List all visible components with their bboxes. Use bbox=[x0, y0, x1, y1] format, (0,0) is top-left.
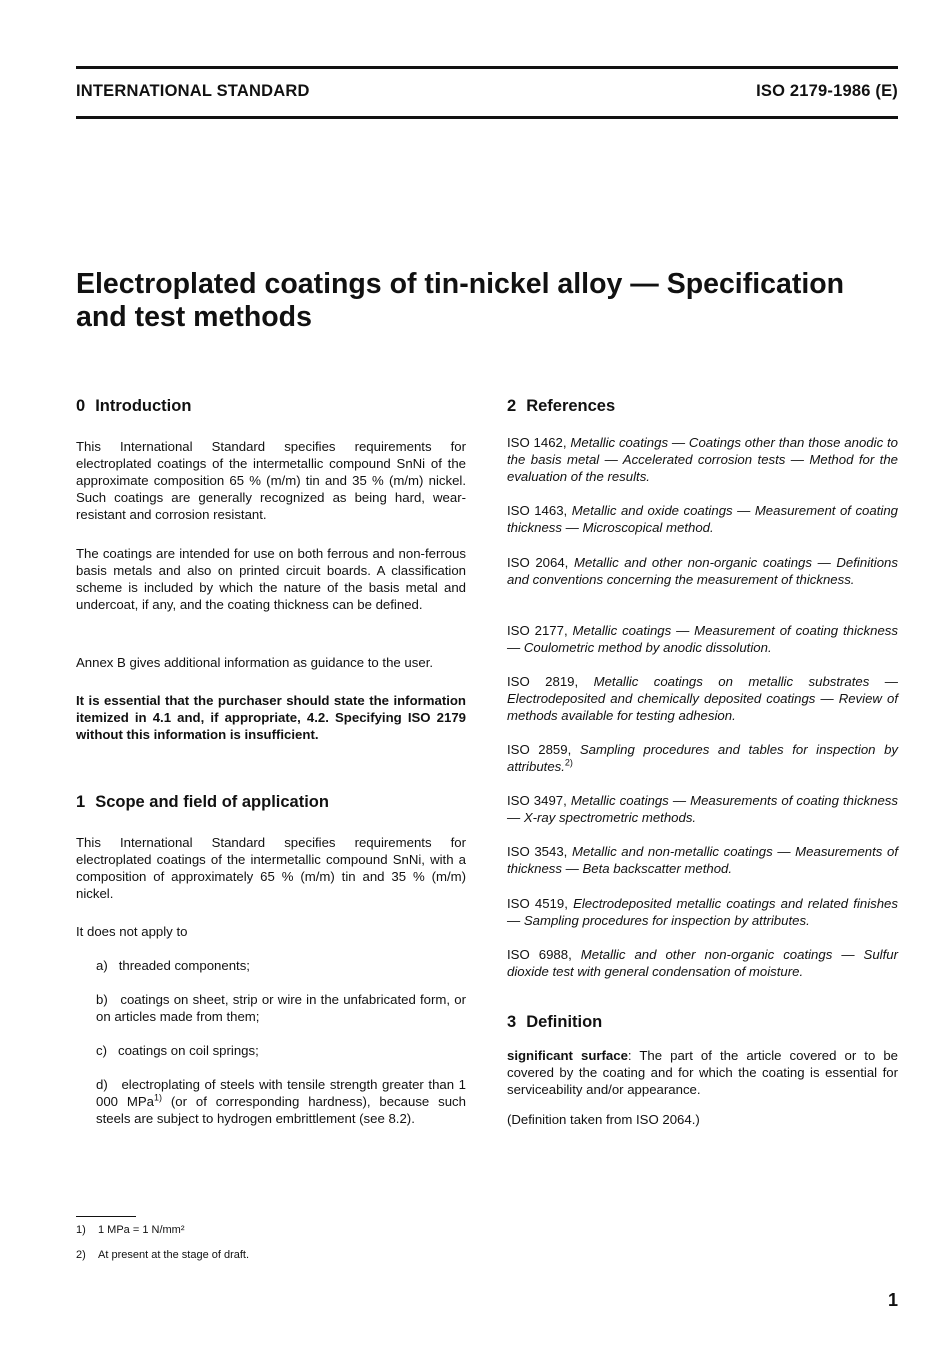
scope-list-item-a: a) threaded components; bbox=[96, 958, 250, 973]
footnote-ref-1: 1) bbox=[154, 1092, 163, 1103]
definition-paragraph: significant surface: The part of the article covered or to be covered by the coating and for which the coating is essential for serviceability and/or appearance. bbox=[507, 1048, 898, 1097]
reference-item: ISO 2819, Metallic coatings on metallic substrates — Electrodeposited and chemically deposited coatings — Review of methods available for testing adhesion. bbox=[507, 674, 898, 723]
intro-paragraph-1: This International Standard specifies requirements for electroplated coatings of the intermetallic compound SnNi of the approximate composition 65 % (m/m) tin and 35 % (m/m) nickel. Such coatings are generally recognized as being hard, wear-resistant and corrosion resistant. bbox=[76, 439, 466, 522]
footnote-ref-2: 2) bbox=[564, 757, 573, 768]
reference-item: ISO 1463, Metallic and oxide coatings — Measurement of coating thickness — Microscopical method. bbox=[507, 503, 898, 535]
header-standard-label: INTERNATIONAL STANDARD bbox=[76, 82, 310, 100]
definition-source: (Definition taken from ISO 2064.) bbox=[507, 1112, 700, 1127]
definition-term: significant surface bbox=[507, 1048, 628, 1063]
title-line-2: and test methods bbox=[76, 301, 312, 333]
intro-paragraph-3: Annex B gives additional information as guidance to the user. bbox=[76, 655, 434, 670]
section-heading-definition: 3 Definition bbox=[507, 1013, 603, 1031]
reference-item: ISO 4519, Electrodeposited metallic coatings and related finishes — Sampling procedures for inspection by attributes. bbox=[507, 896, 898, 928]
footnote-1: 1) 1 MPa = 1 N/mm² bbox=[76, 1224, 185, 1236]
document-title bbox=[76, 268, 906, 334]
scope-paragraph-2: It does not apply to bbox=[76, 924, 188, 939]
reference-item: ISO 1462, Metallic coatings — Coatings other than those anodic to the basis metal — Accelerated corrosion tests — Method for the evaluation of the results. bbox=[507, 435, 898, 484]
reference-item: ISO 2064, Metallic and other non-organic coatings — Definitions and conventions concerning the measurement of thickness. bbox=[507, 555, 898, 587]
reference-item: ISO 6988, Metallic and other non-organic coatings — Sulfur dioxide test with general condensation of moisture. bbox=[507, 947, 898, 979]
scope-list-item-b: b) coatings on sheet, strip or wire in the unfabricated form, or on articles made from them; bbox=[96, 992, 466, 1024]
intro-requirement-note: It is essential that the purchaser should state the information itemized in 4.1 and, if appropriate, 4.2. Specifying ISO 2179 without this information is insufficient. bbox=[76, 693, 466, 742]
header-top-rule bbox=[76, 66, 898, 69]
reference-item: ISO 3497, Metallic coatings — Measurements of coating thickness — X-ray spectrometric methods. bbox=[507, 793, 898, 825]
section-heading-references: 2 References bbox=[507, 397, 616, 415]
reference-item: ISO 2859, Sampling procedures and tables for inspection by attributes.$^{2)}$ bbox=[507, 742, 898, 774]
reference-item: ISO 3543, Metallic and non-metallic coatings — Measurements of thickness — Beta backscatter method. bbox=[507, 844, 898, 876]
reference-item: ISO 2177, Metallic coatings — Measurement of coating thickness — Coulometric method by anodic dissolution. bbox=[507, 623, 898, 655]
header-bottom-rule bbox=[76, 116, 898, 119]
scope-paragraph-1: This International Standard specifies requirements for electroplated coatings of the intermetallic compound SnNi, with a composition of approximately 65 % (m/m) tin and 35 % (m/m) nickel. bbox=[76, 835, 466, 901]
scope-list-item-d: d) electroplating of steels with tensile strength greater than 1 000 MPa$^{1)}$ (or of corresponding hardness), because such steels are subject to hydrogen embrittlement (see 8.2). bbox=[96, 1077, 466, 1126]
footnote-separator bbox=[76, 1216, 136, 1217]
footnote-2: 2) At present at the stage of draft. bbox=[76, 1249, 250, 1261]
section-heading-introduction: 0 Introduction bbox=[76, 397, 192, 415]
title-line-1: Electroplated coatings of tin-nickel alloy — Specification bbox=[76, 268, 845, 300]
page-number: 1 bbox=[887, 1290, 898, 1310]
header-document-code: ISO 2179-1986 (E) bbox=[756, 82, 898, 100]
intro-paragraph-2: The coatings are intended for use on both ferrous and non-ferrous basis metals and also on printed circuit boards. A classification scheme is included by which the nature of the basis metal and undercoat, if any, and the coating thickness can be defined. bbox=[76, 546, 466, 612]
scope-list-item-c: c) coatings on coil springs; bbox=[96, 1043, 259, 1058]
section-heading-scope: 1 Scope and field of application bbox=[76, 793, 329, 811]
